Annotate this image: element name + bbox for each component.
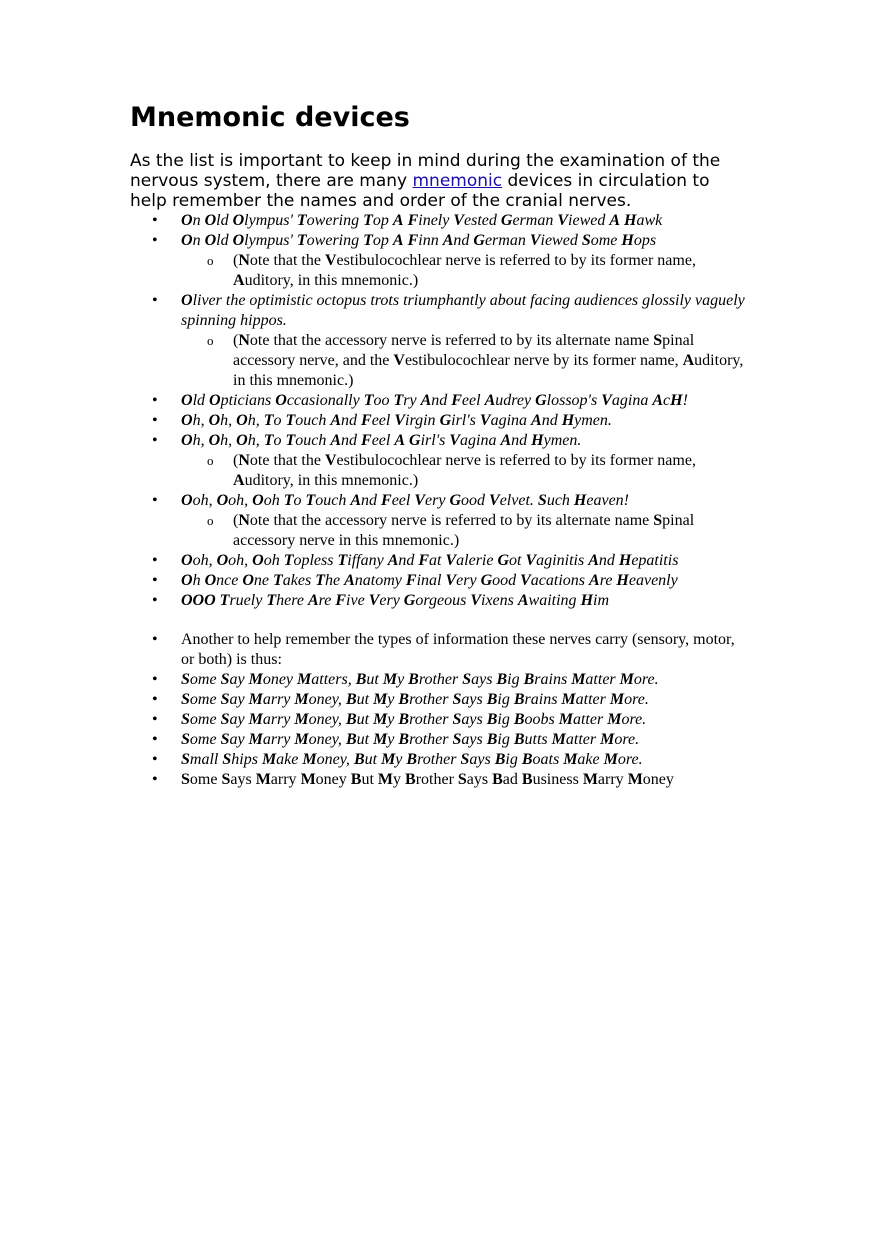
intro-paragraph <box>130 151 742 211</box>
list-item: • On Old Olympus' Towering Top A Finely Vested German Viewed A Hawk <box>130 211 750 231</box>
list-item: • Small Ships Make Money, But My Brother Says Big Boats Make More. <box>130 750 750 770</box>
list-item: • Some Say Marry Money, But My Brother Says Big Brains Matter More. <box>130 690 750 710</box>
list-item: • Oh Once One Takes The Anatomy Final Very Good Vacations Are Heavenly <box>130 571 750 591</box>
list-item: • Ooh, Ooh, Ooh To Touch And Feel Very Good Velvet. Such Heaven! <box>130 491 750 511</box>
page-title: Mnemonic devices <box>130 102 410 133</box>
list-item: • OOO Truely There Are Five Very Gorgeous Vixens Awaiting Him <box>130 591 750 611</box>
list-item: • Some Say Marry Money, But My Brother Says Big Boobs Matter More. <box>130 710 750 730</box>
list-item: • Oh, Oh, Oh, To Touch And Feel A Girl's Vagina And Hymen. <box>130 431 750 451</box>
note-item: o (Note that the accessory nerve is referred to by its alternate name Spinal accessory nerve, and the Vestibulocochlear nerve by its former name, Auditory, in this mnemonic.) <box>130 331 750 391</box>
list-item: • Some Say Marry Money, But My Brother Says Big Butts Matter More. <box>130 730 750 750</box>
note-item: o (Note that the Vestibulocochlear nerve is referred to by its former name, Auditory, in this mnemonic.) <box>130 451 750 491</box>
note-item: o (Note that the Vestibulocochlear nerve is referred to by its former name, Auditory, in this mnemonic.) <box>130 251 750 291</box>
list-item: • Some Says Marry Money But My Brother Says Bad Business Marry Money <box>130 770 750 790</box>
list-item: • On Old Olympus' Towering Top A Finn And German Viewed Some Hops <box>130 231 750 251</box>
list-item: • Ooh, Ooh, Ooh Topless Tiffany And Fat Valerie Got Vaginitis And Hepatitis <box>130 551 750 571</box>
intro-text-after: devices in circulation to help remember the names and order of the cranial nerves. <box>130 171 710 211</box>
list-item: • Oliver the optimistic octopus trots triumphantly about facing audiences glossily vaguely spinning hippos. <box>130 291 750 331</box>
mnemonic-order-list <box>130 211 750 611</box>
types-intro-item: • Another to help remember the types of information these nerves carry (sensory, motor, or both) is thus: <box>130 630 750 670</box>
article <box>130 98 750 790</box>
list-item: • Oh, Oh, Oh, To Touch And Feel Virgin Girl's Vagina And Hymen. <box>130 411 750 431</box>
nerve-types-list <box>130 630 750 790</box>
list-item: • Some Say Money Matters, But My Brother Says Big Brains Matter More. <box>130 670 750 690</box>
list-item: • Old Opticians Occasionally Too Try And Feel Audrey Glossop's Vagina AcH! <box>130 391 750 411</box>
mnemonic-link[interactable]: mnemonic <box>412 171 503 191</box>
note-item: o (Note that the accessory nerve is referred to by its alternate name Spinal accessory nerve in this mnemonic.) <box>130 511 750 551</box>
intro-text-before: As the list is important to keep in mind during the examination of the nervous system, there are many <box>130 151 721 191</box>
